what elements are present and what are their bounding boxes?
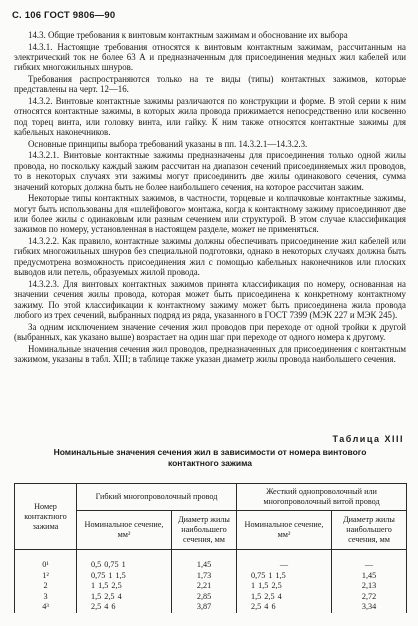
column-header-section-rigid: Номинальное сечение, мм² <box>237 511 332 550</box>
cell-rigid-diameter: 2,72 <box>332 592 407 603</box>
cell-rigid-diameter: — <box>332 550 407 571</box>
page-header: С. 106 ГОСТ 9806—90 <box>12 10 116 21</box>
cell-number: 4³ <box>15 602 77 613</box>
paragraph: 14.3. Общие требования к винтовым контактным зажимам и обоснование их выбора <box>28 30 348 40</box>
table-row <box>15 602 407 613</box>
cell-rigid-section: 0,75 1 1,5 <box>237 571 332 582</box>
cell-flex-section: 0,75 1 1,5 <box>77 571 172 582</box>
document-body <box>14 30 406 366</box>
cell-rigid-section: 1 1,5 2,5 <box>237 581 332 592</box>
column-group-rigid: Жесткий однопроволочный или многопроволочный витой провод <box>237 484 407 511</box>
cell-rigid-section: 2,5 4 6 <box>237 602 332 613</box>
cell-flex-section: 0,5 0,75 1 <box>77 550 172 571</box>
cell-rigid-diameter: 2,13 <box>332 581 407 592</box>
cell-flex-diameter: 3,87 <box>172 602 237 613</box>
paragraph: 14.3.1. Настоящие требования относятся к винтовым контактным зажимам, рассчитанным на электрический ток не более 63 А и предназначенным для присоединения медных жил кабелей или гибких многожильных шнуров. <box>14 41 406 73</box>
table-row <box>15 571 407 582</box>
column-header-section-flexible: Номинальное сечение, мм² <box>77 511 172 550</box>
cell-flex-section: 1,5 2,5 4 <box>77 592 172 603</box>
table-title: Номинальные значения сечения жил в зависимости от номера винтового контактного зажима <box>53 447 367 468</box>
data-table <box>14 483 407 613</box>
table-row <box>15 592 407 603</box>
paragraph: Некоторые типы контактных зажимов, в частности, торцевые и колпачковые контактные зажимы, могут быть использованы для «шлейфового» монтажа, когда к контактному зажиму присоединяют две или более жилы с одинаковым или разным сечением или структурой. В этом случае классификация зажимов по номеру, установленная в настоящем разделе, может не применяться. <box>14 193 406 235</box>
cell-rigid-section: 1,5 2,5 4 <box>237 592 332 603</box>
column-header-diameter-rigid: Диаметр жилы наибольшего сечения, мм <box>332 511 407 550</box>
cell-flex-diameter: 2,21 <box>172 581 237 592</box>
column-header-diameter-flexible: Диаметр жилы наибольшего сечения, мм <box>172 511 237 550</box>
paragraph: 14.3.2.2. Как правило, контактные зажимы должны обеспечивать присоединение жил кабелей или гибких многожильных шнуров без специальной подготовки, однако в некоторых случаях должна быть предусмотрена возможность присоединения жил с помощью кабельных наконечников или плоских выводов или петель, образуемых жилой провода. <box>14 236 406 278</box>
paragraph: Номинальные значения сечения жил проводов, предназначенных для присоединения с контактным зажимом, указаны в табл. XIII; в таблице также указан диаметр жилы провода наибольшего сечения. <box>14 343 406 365</box>
column-header-number: Номер контактного зажима <box>15 484 77 550</box>
cell-flex-diameter: 2,85 <box>172 592 237 603</box>
table-number: Таблица XIII <box>332 434 404 444</box>
cell-number: 2 <box>15 581 77 592</box>
column-group-flexible: Гибкий многопроволочный провод <box>77 484 237 511</box>
paragraph: За одним исключением значение сечения жил проводов при переходе от одной тройки к другой (выбранных, как указано выше) возрастает на один шаг при переходе от одного номера к другому. <box>14 321 406 343</box>
cell-number: 0¹ <box>15 550 77 571</box>
cell-rigid-diameter: 1,45 <box>332 571 407 582</box>
paragraph: Требования распространяются только на те виды (типы) контактных зажимов, которые представлены на черт. 12—16. <box>14 74 406 95</box>
paragraph: 14.3.2.1. Винтовые контактные зажимы предназначены для присоединения только одной жилы провода, но поскольку каждый зажим рассчитан на диапазон сечений присоединяемых жил проводов, то в некоторых случаях эти зажимы могут присоединить две жилы одинакового сечения, сумма значений которых должна быть не более наибольшего сечения, на которое рассчитан зажим. <box>14 150 406 192</box>
paragraph: Основные принципы выбора требований указаны в пп. 14.3.2.1—14.3.2.3. <box>28 138 308 149</box>
table-row <box>15 581 407 592</box>
cell-number: 1² <box>15 571 77 582</box>
cell-rigid-section: — <box>237 550 332 571</box>
table-row <box>15 550 407 571</box>
cell-number: 3 <box>15 592 77 603</box>
cell-flex-section: 2,5 4 6 <box>77 602 172 613</box>
paragraph: 14.3.2.3. Для винтовых контактных зажимов принята классификация по номеру, основанная на значении сечения жилы провода, которая может быть присоединена к конкретному контактному зажиму. По этой классификации к контактному зажиму может быть присоединена жила провода любого из трех сечений, выбранных подряд из ряда, указанного в ГОСТ 7399 (МЭК 227 и МЭК 245). <box>14 278 406 321</box>
cell-flex-diameter: 1,45 <box>172 550 237 571</box>
cell-flex-diameter: 1,73 <box>172 571 237 582</box>
cell-rigid-diameter: 3,34 <box>332 602 407 613</box>
paragraph: 14.3.2. Винтовые контактные зажимы различаются по конструкции и форме. В этой серии к ним относятся контактные зажимы, в которых жила провода прижимается непосредственно или косвенно под торец винта, или головку винта, или гайку. К ним также относятся контактные зажимы для кабельных наконечников. <box>14 96 406 138</box>
cell-flex-section: 1 1,5 2,5 <box>77 581 172 592</box>
